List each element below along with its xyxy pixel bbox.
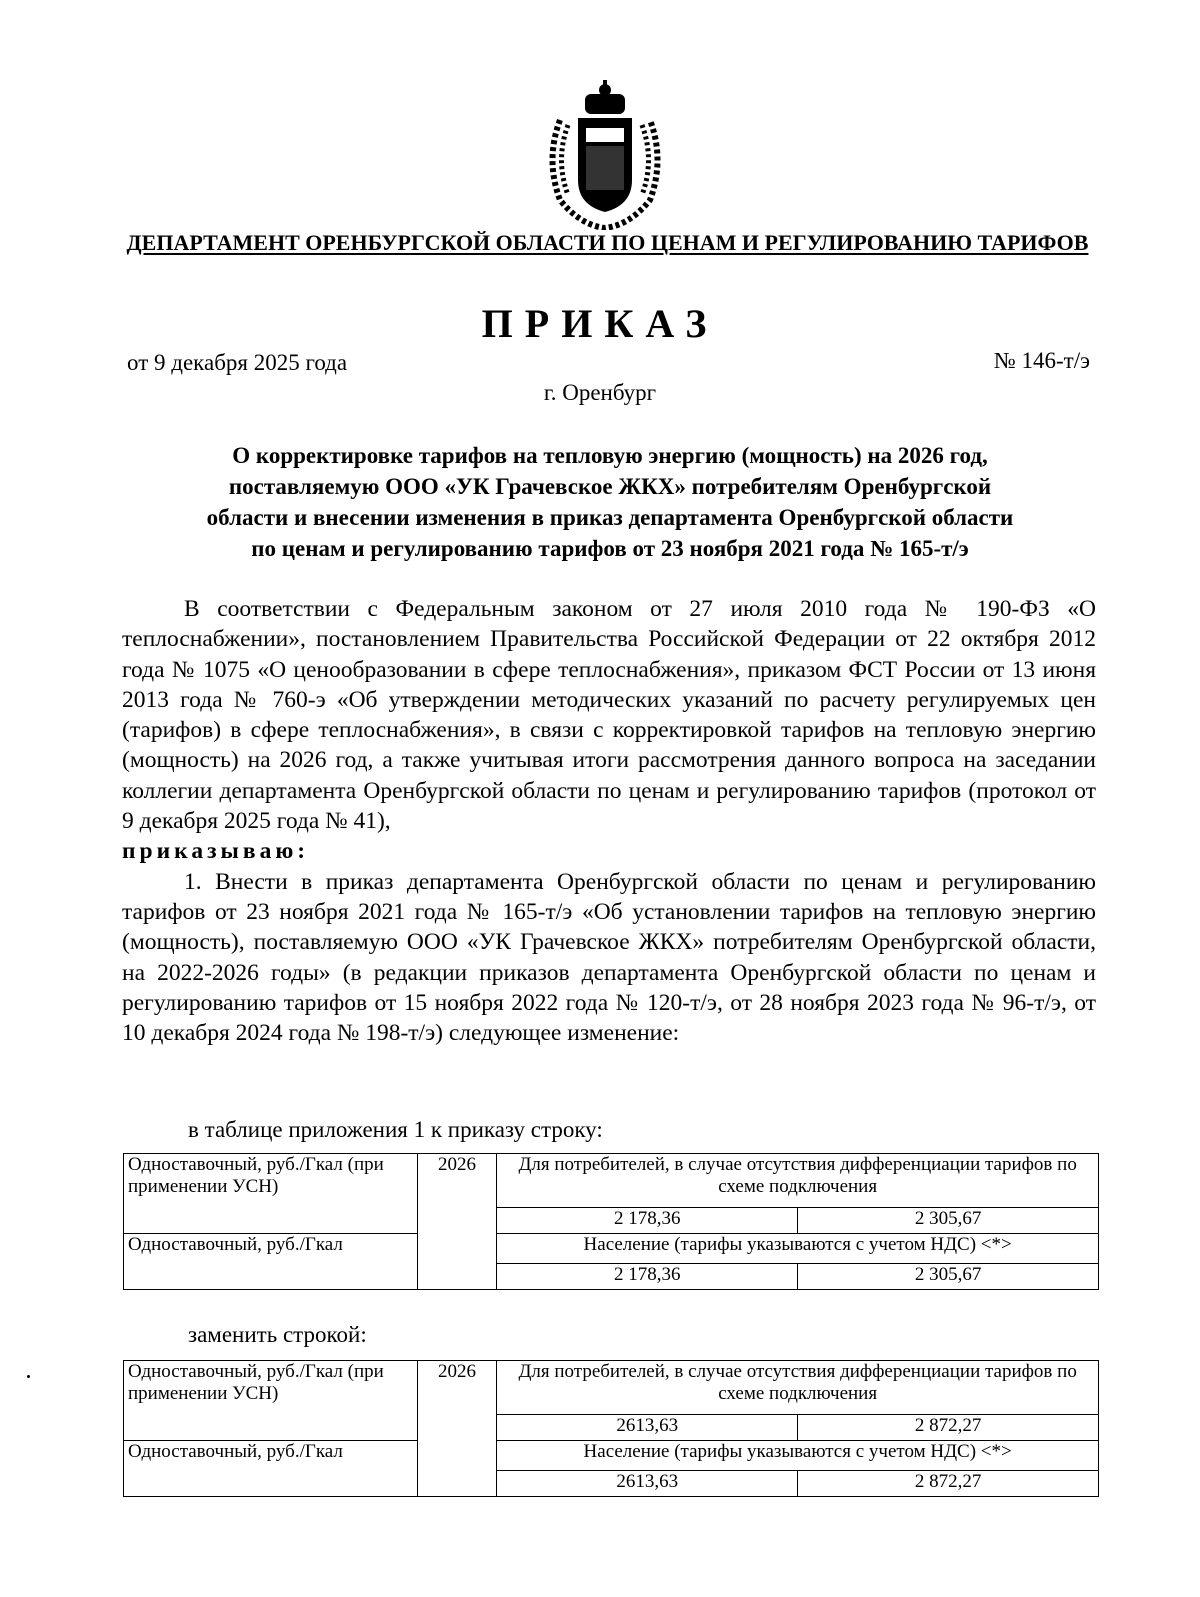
scan-mark xyxy=(27,1375,30,1378)
order-number: № 146-т/э xyxy=(993,348,1090,373)
tariff-value-h1: 2 178,36 xyxy=(497,1208,798,1234)
tariff-type-usn: Одноставочный, руб./Гкал (при применении УСН) xyxy=(124,1361,418,1441)
subject-line: области и внесении изменения в приказ департамента Оренбургской области xyxy=(206,505,1014,530)
department-name: ДЕПАРТАМЕНТ ОРЕНБУРГСКОЙ ОБЛАСТИ ПО ЦЕНАМ И РЕГУЛИРОВАНИЮ ТАРИФОВ xyxy=(126,230,1089,255)
preamble-paragraph: В соответствии с Федеральным законом от 27 июля 2010 года № 190-ФЗ «О теплоснабжении», постановлением Правительства Российской Федерации от 22 октября 2012 года № 1075 «О ценообразовании в сфере теплоснабжения», приказом ФСТ России от 13 июня 2013 года № 760-э «Об утверждении методических указаний по расчету регулируемых цен (тарифов) в сфере теплоснабжения», в связи с корректировкой тарифов на тепловую энергию (мощность) на 2026 год, а также учитывая итоги рассмотрения данного вопроса на заседании коллегии департамента Оренбургской области по ценам и регулированию тарифов (протокол от 9 декабря 2025 года № 41), xyxy=(122,596,1096,835)
order-city: г. Оренбург xyxy=(543,380,657,405)
tariff-value-h2: 2 872,27 xyxy=(798,1415,1099,1441)
tariff-type: Одноставочный, руб./Гкал xyxy=(124,1234,418,1290)
tariff-table-old xyxy=(123,1153,1099,1290)
tariff-value-h2: 2 305,67 xyxy=(798,1208,1099,1234)
population-header: Население (тарифы указываются с учетом НДС) <*> xyxy=(497,1234,1099,1264)
population-header: Население (тарифы указываются с учетом НДС) <*> xyxy=(497,1441,1099,1471)
tariff-value-h2: 2 872,27 xyxy=(798,1471,1099,1497)
subject-line: поставляемую ООО «УК Грачевское ЖКХ» потребителям Оренбургской xyxy=(228,474,992,499)
tariff-year: 2026 xyxy=(417,1154,496,1290)
tariff-table-new xyxy=(123,1360,1099,1497)
item-1-paragraph: 1. Внести в приказ департамента Оренбургской области по ценам и регулированию тарифов от 23 ноября 2021 года № 165-т/э «Об установлении тарифов на тепловую энергию (мощность), поставляемую ООО «УК Грачевское ЖКХ» потребителям Оренбургской области, на 2022-2026 годы» (в редакции приказов департамента Оренбургской области по ценам и регулированию тарифов от 15 ноября 2022 года № 120-т/э, от 28 ноября 2023 года № 96-т/э, от 10 декабря 2024 года № 198-т/э) следующее изменение: xyxy=(122,868,1096,1047)
tariff-type-usn: Одноставочный, руб./Гкал (при применении УСН) xyxy=(124,1154,418,1234)
subject-line: О корректировке тарифов на тепловую энергию (мощность) на 2026 год, xyxy=(232,443,988,468)
order-title: ПРИКАЗ xyxy=(481,301,719,346)
order-subject xyxy=(120,440,1100,564)
order-body xyxy=(122,594,1096,1048)
tariff-year: 2026 xyxy=(417,1361,496,1497)
tariff-type: Одноставочный, руб./Гкал xyxy=(124,1441,418,1497)
subject-line: по ценам и регулированию тарифов от 23 ноября 2021 года № 165-т/э xyxy=(251,536,969,561)
tariff-value-h2: 2 305,67 xyxy=(798,1264,1099,1290)
consumer-group-header: Для потребителей, в случае отсутствия дифференциации тарифов по схеме подключения xyxy=(497,1361,1099,1415)
tariff-value-h1: 2 178,36 xyxy=(497,1264,798,1290)
replace-intro: заменить строкой: xyxy=(188,1322,367,1347)
consumer-group-header: Для потребителей, в случае отсутствия дифференциации тарифов по схеме подключения xyxy=(497,1154,1099,1208)
tariff-value-h1: 2613,63 xyxy=(497,1471,798,1497)
table-intro: в таблице приложения 1 к приказу строку: xyxy=(188,1117,603,1142)
tariff-value-h1: 2613,63 xyxy=(497,1415,798,1441)
orders-word: приказываю: xyxy=(122,838,310,865)
order-date: от 9 декабря 2025 года xyxy=(127,350,348,375)
coat-of-arms-icon xyxy=(540,80,670,230)
